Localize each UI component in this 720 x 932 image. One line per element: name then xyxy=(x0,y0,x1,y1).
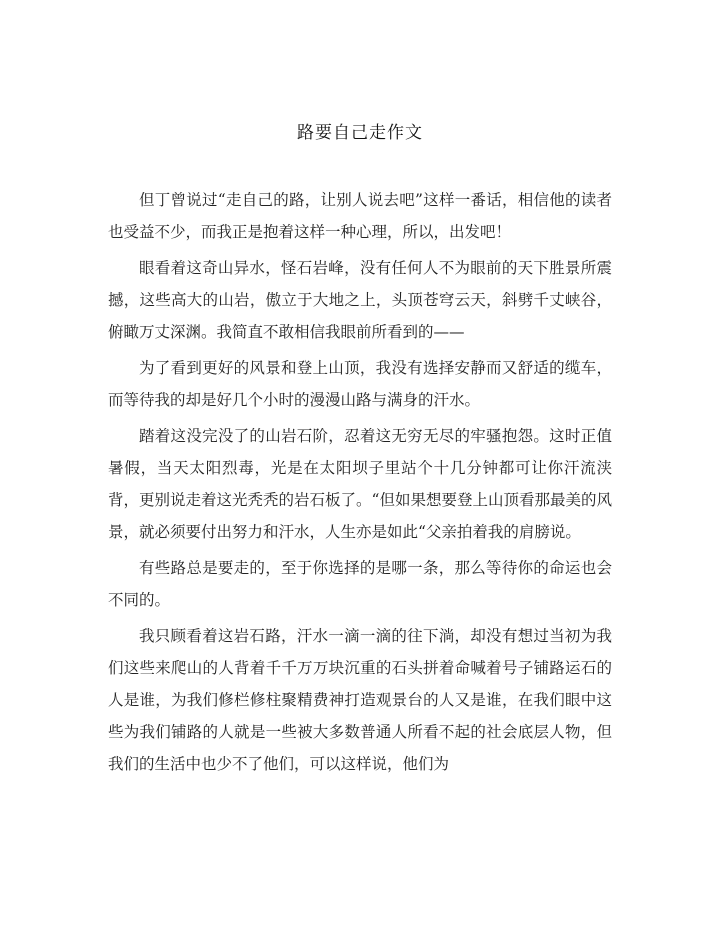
paragraph: 我只顾看着这岩石路，汗水一滴一滴的往下淌，却没有想过当初为我们这些来爬山的人背着千千万万块沉重的石头拼着命喊着号子铺路运石的人是谁，为我们修栏修柱聚精费神打造观景台的人又是谁，在我们眼中这些为我们铺路的人就是一些被大多数普通人所看不起的社会底层人物，但我们的生活中也少不了他们，可以这样说，他们为 xyxy=(108,627,612,773)
paragraph: 有些路总是要走的，至于你选择的是哪一条，那么等待你的命运也会不同的。 xyxy=(108,559,612,609)
document-body xyxy=(108,184,612,784)
paragraph: 踏着这没完没了的山岩石阶，忍着这无穷无尽的牢骚抱怨。这时正值暑假，当天太阳烈毒，光是在太阳坝子里站个十几分钟都可让你汗流浃背，更别说走着这光秃秃的岩石板了。“但如果想要登上山顶看那最美的风景，就必须要付出努力和汗水，人生亦是如此“父亲拍着我的肩膀说。 xyxy=(108,427,612,541)
paragraph: 眼看着这奇山异水，怪石岩峰，没有任何人不为眼前的天下胜景所震撼，这些高大的山岩，傲立于大地之上，头顶苍穹云天，斜劈千丈峡谷，俯瞰万丈深渊。我简直不敢相信我眼前所看到的—— xyxy=(108,259,612,341)
document-title: 路要自己走作文 xyxy=(297,123,423,143)
paragraph: 但丁曾说过“走自己的路，让别人说去吧”这样一番话，相信他的读者也受益不少，而我正是抱着这样一种心理，所以，出发吧！ xyxy=(108,191,612,241)
paragraph: 为了看到更好的风景和登上山顶，我没有选择安静而又舒适的缆车，而等待我的却是好几个小时的漫漫山路与满身的汗水。 xyxy=(108,359,612,409)
